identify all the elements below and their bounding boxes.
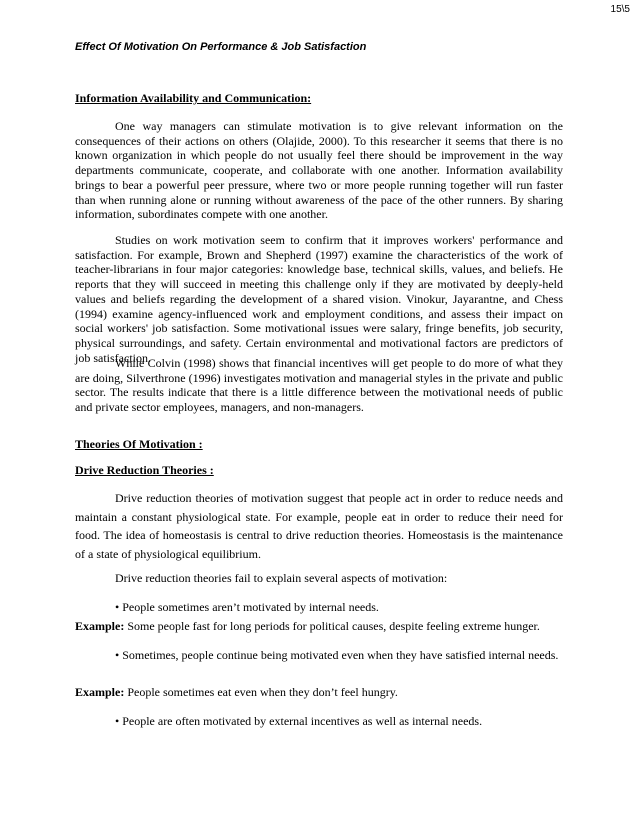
paragraph-drive-1: Drive reduction theories of motivation suggest that people act in order to reduce needs and maintain a constant physiological state. For example, people eat in order to reduce their need for food. The idea of homeostasis is central to drive reduction theories. Homeostasis is the maintenance of a state of physiological equilibrium.: [75, 491, 563, 561]
page-number: 15\5: [610, 4, 630, 15]
example-label: Example:: [75, 685, 125, 699]
example-1: [75, 617, 563, 635]
example-2: [75, 683, 563, 701]
paragraph-information-1: One way managers can stimulate motivation is to give relevant information on the consequences of their actions on others (Olajide, 2000). To this researcher it seems that there is no known organization in which people do not usually feel there should be improvement in the way departments communicate, cooperate, and collaborate with one another. Information availability brings to bear a powerful peer pressure, where two or more people running together will run faster than when running alone or running without awareness of the pace of the other runners. By sharing information, subordinates compete with one another.: [75, 119, 563, 222]
paragraph-information-3: While Colvin (1998) shows that financial incentives will get people to do more of what they are doing, Silverthrone (1996) investigates motivation and managerial styles in the private and public sector. The results indicate that there is a little difference between the motivational needs of public and private sector employees, managers, and non-managers.: [75, 356, 563, 415]
example-1-text: Some people fast for long periods for political causes, despite feeling extreme hunger.: [127, 619, 540, 633]
bullet-item-3: • People are often motivated by external incentives as well as internal needs.: [115, 714, 483, 728]
section-heading-information: Information Availability and Communication:: [75, 91, 312, 105]
bullet-item-2: • Sometimes, people continue being motivated even when they have satisfied internal needs.: [115, 648, 559, 662]
paragraph-drive-2: Drive reduction theories fail to explain several aspects of motivation:: [115, 571, 448, 585]
example-2-text: People sometimes eat even when they don’t feel hungry.: [127, 685, 398, 699]
running-head: Effect Of Motivation On Performance & Job Satisfaction: [75, 41, 367, 53]
bullet-item-1: • People sometimes aren’t motivated by internal needs.: [115, 600, 379, 614]
section-heading-theories: Theories Of Motivation :: [75, 437, 203, 451]
section-heading-drive-reduction: Drive Reduction Theories :: [75, 463, 214, 477]
example-label: Example:: [75, 619, 125, 633]
paragraph-information-2: Studies on work motivation seem to confirm that it improves workers' performance and satisfaction. For example, Brown and Shepherd (1997) examine the characteristics of the work of teacher-librarians in four major categories: knowledge base, technical skills, values, and beliefs. He reports that they will succeed in meeting this challenge only if they are motivated by deeply-held values and beliefs regarding the development of a shared vision. Vinokur, Jayarantne, and Chess (1994) examine agency-influenced work and employment conditions, and assess their impact on social workers' job satisfaction. Some motivational issues were salary, fringe benefits, job security, physical surroundings, and safety. Certain environmental and motivational factors are predictors of job satisfaction.: [75, 233, 563, 365]
